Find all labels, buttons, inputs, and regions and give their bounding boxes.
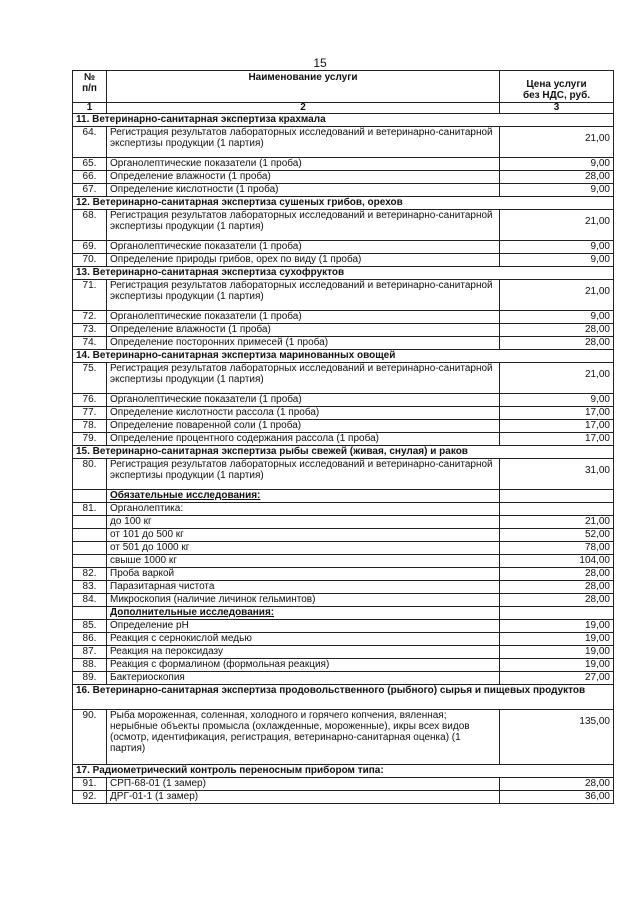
- service-price: 19,00: [500, 659, 614, 672]
- section-header-row: [73, 114, 614, 127]
- service-number: [73, 542, 107, 555]
- service-number: 86.: [73, 633, 107, 646]
- service-row: [73, 280, 614, 311]
- header-name: Наименование услуги: [107, 71, 500, 103]
- service-price: 28,00: [500, 324, 614, 337]
- section-title: 15. Ветеринарно-санитарная экспертиза рыбы свежей (живая, снулая) и раков: [73, 446, 614, 459]
- service-price: [500, 607, 614, 620]
- service-number: [73, 607, 107, 620]
- column-index: 1: [73, 103, 107, 114]
- service-name: до 100 кг: [107, 516, 500, 529]
- service-row: [73, 659, 614, 672]
- service-row: [73, 503, 614, 516]
- service-name: свыше 1000 кг: [107, 555, 500, 568]
- service-price: 17,00: [500, 407, 614, 420]
- subheading-row: [73, 490, 614, 503]
- service-number: 84.: [73, 594, 107, 607]
- service-number: 79.: [73, 433, 107, 446]
- header-num: № п/п: [73, 71, 107, 103]
- service-name: Определение кислотности рассола (1 проба): [107, 407, 500, 420]
- table-header-row: [73, 71, 614, 103]
- service-price: 28,00: [500, 594, 614, 607]
- service-price: 21,00: [500, 516, 614, 529]
- service-price: 28,00: [500, 337, 614, 350]
- column-index: 2: [107, 103, 500, 114]
- service-number: 89.: [73, 672, 107, 685]
- service-name: Определение природы грибов, орех по виду (1 проба): [107, 254, 500, 267]
- section-title: 13. Ветеринарно-санитарная экспертиза сухофруктов: [73, 267, 614, 280]
- service-name: СРП-68-01 (1 замер): [107, 778, 500, 791]
- service-price: 21,00: [500, 127, 614, 158]
- service-price: 36,00: [500, 791, 614, 804]
- service-number: 80.: [73, 459, 107, 490]
- column-index: 3: [500, 103, 614, 114]
- service-price: 21,00: [500, 280, 614, 311]
- service-price: 9,00: [500, 158, 614, 171]
- service-number: 66.: [73, 171, 107, 184]
- service-price: 9,00: [500, 394, 614, 407]
- service-row: [73, 210, 614, 241]
- service-name: от 501 до 1000 кг: [107, 542, 500, 555]
- service-number: 91.: [73, 778, 107, 791]
- service-price: 52,00: [500, 529, 614, 542]
- service-name: Определение посторонних примесей (1 проба): [107, 337, 500, 350]
- service-number: 78.: [73, 420, 107, 433]
- service-name: Регистрация результатов лабораторных исследований и ветеринарно-санитарной экспертизы продукции (1 партия): [107, 280, 500, 311]
- service-row: [73, 433, 614, 446]
- service-price: 19,00: [500, 633, 614, 646]
- service-price: 28,00: [500, 568, 614, 581]
- service-number: 88.: [73, 659, 107, 672]
- price-list-table: [72, 70, 614, 804]
- service-number: 69.: [73, 241, 107, 254]
- service-number: 76.: [73, 394, 107, 407]
- section-header-row: [73, 685, 614, 710]
- service-price: [500, 503, 614, 516]
- service-price: 9,00: [500, 184, 614, 197]
- section-title: 12. Ветеринарно-санитарная экспертиза сушеных грибов, орехов: [73, 197, 614, 210]
- section-header-row: [73, 267, 614, 280]
- service-name: Органолептические показатели (1 проба): [107, 241, 500, 254]
- service-name: Определение поваренной соли (1 проба): [107, 420, 500, 433]
- service-name: Определение процентного содержания рассола (1 проба): [107, 433, 500, 446]
- service-row: [73, 633, 614, 646]
- subheading-row: [73, 607, 614, 620]
- service-name: Определение влажности (1 проба): [107, 324, 500, 337]
- service-price: 104,00: [500, 555, 614, 568]
- service-price: 28,00: [500, 581, 614, 594]
- service-number: 72.: [73, 311, 107, 324]
- service-number: 71.: [73, 280, 107, 311]
- service-number: 92.: [73, 791, 107, 804]
- section-header-row: [73, 197, 614, 210]
- service-price: 17,00: [500, 420, 614, 433]
- service-name: Органолептические показатели (1 проба): [107, 311, 500, 324]
- service-row: [73, 646, 614, 659]
- service-number: [73, 516, 107, 529]
- service-name: Органолептика:: [107, 503, 500, 516]
- service-price: 9,00: [500, 254, 614, 267]
- service-price: 78,00: [500, 542, 614, 555]
- service-row: [73, 420, 614, 433]
- service-price: 21,00: [500, 210, 614, 241]
- subheading-label: Обязательные исследования:: [107, 490, 500, 503]
- service-price: 31,00: [500, 459, 614, 490]
- subheading-label: Дополнительные исследования:: [107, 607, 500, 620]
- service-number: 90.: [73, 710, 107, 765]
- service-number: 85.: [73, 620, 107, 633]
- service-price: 17,00: [500, 433, 614, 446]
- service-number: 81.: [73, 503, 107, 516]
- service-row: [73, 337, 614, 350]
- service-number: [73, 490, 107, 503]
- section-title: 16. Ветеринарно-санитарная экспертиза продовольственного (рыбного) сырья и пищевых продуктов: [73, 685, 614, 710]
- service-price: 19,00: [500, 620, 614, 633]
- section-header-row: [73, 765, 614, 778]
- service-number: 74.: [73, 337, 107, 350]
- service-name: Реакция на пероксидазу: [107, 646, 500, 659]
- service-price: 27,00: [500, 672, 614, 685]
- service-name: Определение влажности (1 проба): [107, 171, 500, 184]
- service-price: 9,00: [500, 241, 614, 254]
- service-row: [73, 710, 614, 765]
- service-name: Органолептические показатели (1 проба): [107, 158, 500, 171]
- page-number: 15: [313, 56, 327, 70]
- service-name: Бактериоскопия: [107, 672, 500, 685]
- service-row: [73, 459, 614, 490]
- service-price: 19,00: [500, 646, 614, 659]
- section-title: 11. Ветеринарно-санитарная экспертиза крахмала: [73, 114, 614, 127]
- service-row: [73, 555, 614, 568]
- service-number: 73.: [73, 324, 107, 337]
- service-name: Регистрация результатов лабораторных исследований и ветеринарно-санитарной экспертизы продукции (1 партия): [107, 459, 500, 490]
- service-row: [73, 324, 614, 337]
- service-row: [73, 529, 614, 542]
- service-row: [73, 516, 614, 529]
- service-name: Определение pH: [107, 620, 500, 633]
- section-header-row: [73, 350, 614, 363]
- service-row: [73, 594, 614, 607]
- service-price: 28,00: [500, 171, 614, 184]
- service-number: 64.: [73, 127, 107, 158]
- service-name: Определение кислотности (1 проба): [107, 184, 500, 197]
- service-number: [73, 529, 107, 542]
- service-name: Паразитарная чистота: [107, 581, 500, 594]
- service-number: 65.: [73, 158, 107, 171]
- service-row: [73, 581, 614, 594]
- column-index-row: [73, 103, 614, 114]
- service-name: Рыба мороженная, соленная, холодного и горячего копчения, вяленная; нерыбные объекты промысла (охлажденные, мороженные), икры всех видов (осмотр, идентификация, регистрация, ветеринарно-санитарная оценка) (1 партия): [107, 710, 500, 765]
- service-price: 135,00: [500, 710, 614, 765]
- service-name: Регистрация результатов лабораторных исследований и ветеринарно-санитарной экспертизы продукции (1 партия): [107, 363, 500, 394]
- service-row: [73, 407, 614, 420]
- service-row: [73, 620, 614, 633]
- service-row: [73, 311, 614, 324]
- service-name: Регистрация результатов лабораторных исследований и ветеринарно-санитарной экспертизы продукции (1 партия): [107, 127, 500, 158]
- section-title: 17. Радиометрический контроль переносным прибором типа:: [73, 765, 614, 778]
- service-row: [73, 158, 614, 171]
- service-number: 82.: [73, 568, 107, 581]
- service-row: [73, 791, 614, 804]
- service-name: Проба варкой: [107, 568, 500, 581]
- service-row: [73, 184, 614, 197]
- service-name: Органолептические показатели (1 проба): [107, 394, 500, 407]
- service-number: 75.: [73, 363, 107, 394]
- service-row: [73, 542, 614, 555]
- service-name: Реакция с формалином (формольная реакция): [107, 659, 500, 672]
- service-row: [73, 394, 614, 407]
- service-number: 70.: [73, 254, 107, 267]
- service-row: [73, 171, 614, 184]
- service-number: 67.: [73, 184, 107, 197]
- service-row: [73, 241, 614, 254]
- service-price: [500, 490, 614, 503]
- service-price: 9,00: [500, 311, 614, 324]
- service-name: Реакция с сернокислой медью: [107, 633, 500, 646]
- service-number: [73, 555, 107, 568]
- service-price: 28,00: [500, 778, 614, 791]
- service-price: 21,00: [500, 363, 614, 394]
- service-row: [73, 672, 614, 685]
- service-row: [73, 254, 614, 267]
- service-row: [73, 778, 614, 791]
- service-name: от 101 до 500 кг: [107, 529, 500, 542]
- service-number: 68.: [73, 210, 107, 241]
- service-name: Регистрация результатов лабораторных исследований и ветеринарно-санитарной экспертизы продукции (1 партия): [107, 210, 500, 241]
- service-row: [73, 568, 614, 581]
- service-number: 77.: [73, 407, 107, 420]
- service-row: [73, 363, 614, 394]
- service-name: ДРГ-01-1 (1 замер): [107, 791, 500, 804]
- service-name: Микроскопия (наличие личинок гельминтов): [107, 594, 500, 607]
- service-number: 87.: [73, 646, 107, 659]
- section-title: 14. Ветеринарно-санитарная экспертиза маринованных овощей: [73, 350, 614, 363]
- section-header-row: [73, 446, 614, 459]
- header-price: Цена услуги без НДС, руб.: [500, 71, 614, 103]
- service-row: [73, 127, 614, 158]
- service-number: 83.: [73, 581, 107, 594]
